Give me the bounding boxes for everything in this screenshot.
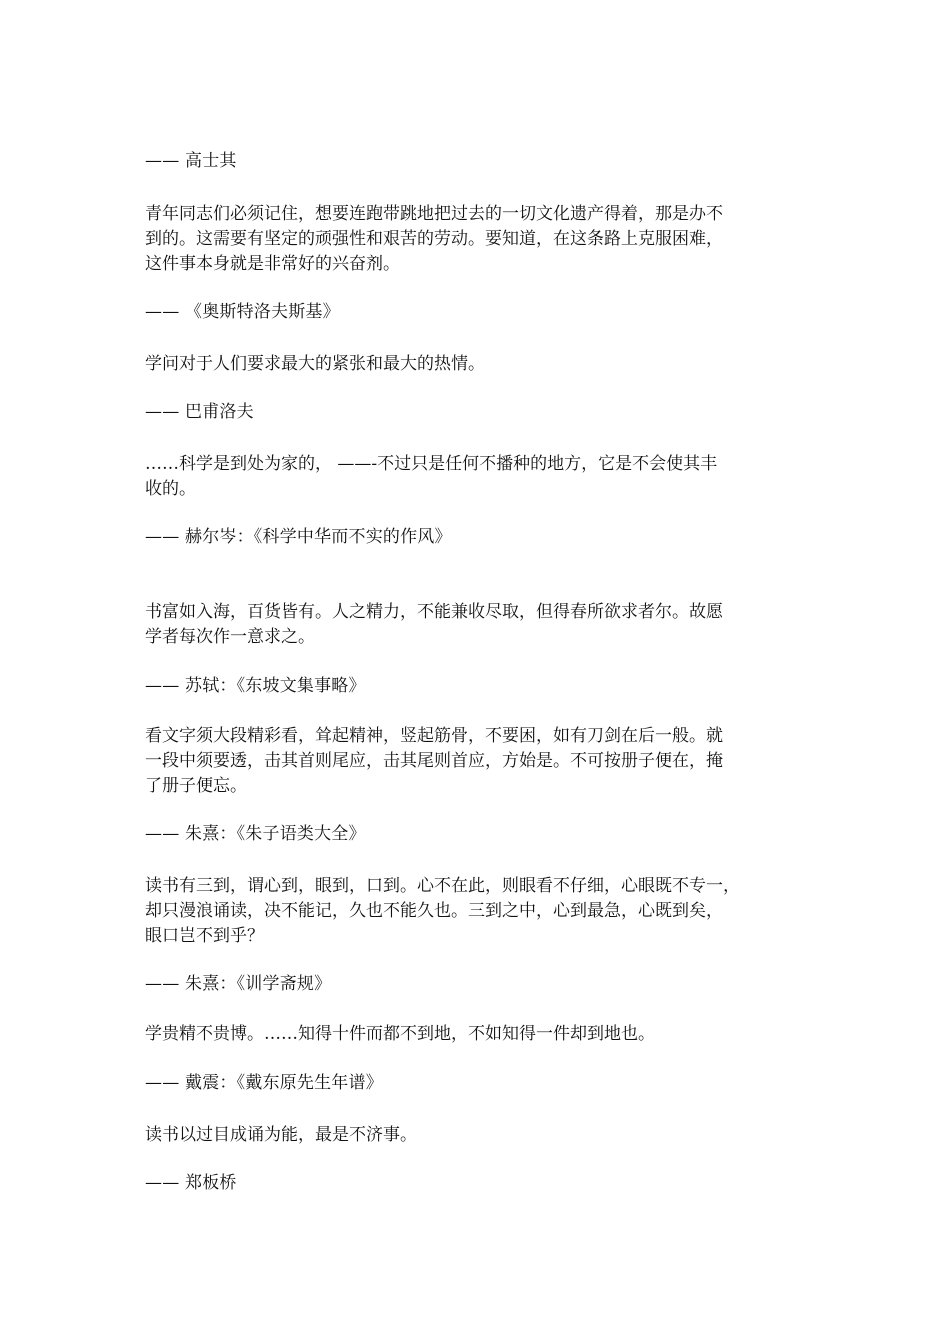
quote-line: 书富如入海，百货皆有。人之精力，不能兼收尽取，但得春所欲求者尔。故愿 xyxy=(145,602,723,622)
quote-line: 却只漫浪诵读，决不能记，久也不能久也。三到之中，心到最急，心既到矣， xyxy=(145,901,723,921)
quote-line: 学贵精不贵博。……知得十件而都不到地，不如知得一件却到地也。 xyxy=(145,1024,655,1044)
quote-line: 读书以过目成诵为能，最是不济事。 xyxy=(145,1125,417,1145)
attribution-gao-shiqi: —— 高士其 xyxy=(145,151,237,171)
attribution-ostrovsky: —— 《奥斯特洛夫斯基》 xyxy=(145,302,340,322)
quote-line: 收的。 xyxy=(145,479,196,499)
attribution-dai-zhen: —— 戴震：《戴东原先生年谱》 xyxy=(145,1073,383,1093)
quote-line: 学问对于人们要求最大的紧张和最大的热情。 xyxy=(145,354,485,374)
quote-line: 读书有三到，谓心到，眼到，口到。心不在此，则眼看不仔细，心眼既不专一， xyxy=(145,876,740,896)
quote-line: ……科学是到处为家的， ——-不过只是任何不播种的地方，它是不会使其丰 xyxy=(145,454,718,474)
quote-line: 到的。这需要有坚定的顽强性和艰苦的劳动。要知道，在这条路上克服困难， xyxy=(145,229,723,249)
quote-line: 了册子便忘。 xyxy=(145,776,247,796)
attribution-zhu-xi-yulei: —— 朱熹：《朱子语类大全》 xyxy=(145,824,366,844)
attribution-zheng-banqiao: —— 郑板桥 xyxy=(145,1173,237,1193)
quote-line: 一段中须要透，击其首则尾应，击其尾则首应，方始是。不可按册子便在，掩 xyxy=(145,751,723,771)
quote-line: 青年同志们必须记住，想要连跑带跳地把过去的一切文化遗产得着，那是办不 xyxy=(145,204,723,224)
quote-line: 看文字须大段精彩看，耸起精神，竖起筋骨，不要困，如有刀剑在后一般。就 xyxy=(145,726,723,746)
attribution-herzen: —— 赫尔岑：《科学中华而不实的作风》 xyxy=(145,527,452,547)
attribution-pavlov: —— 巴甫洛夫 xyxy=(145,402,254,422)
quote-line: 这件事本身就是非常好的兴奋剂。 xyxy=(145,254,400,274)
quote-line: 学者每次作一意求之。 xyxy=(145,627,315,647)
quote-line: 眼口岂不到乎？ xyxy=(145,926,264,946)
attribution-su-shi: —— 苏轼：《东坡文集事略》 xyxy=(145,676,366,696)
attribution-zhu-xi-xunxue: —— 朱熹：《训学斋规》 xyxy=(145,974,332,994)
